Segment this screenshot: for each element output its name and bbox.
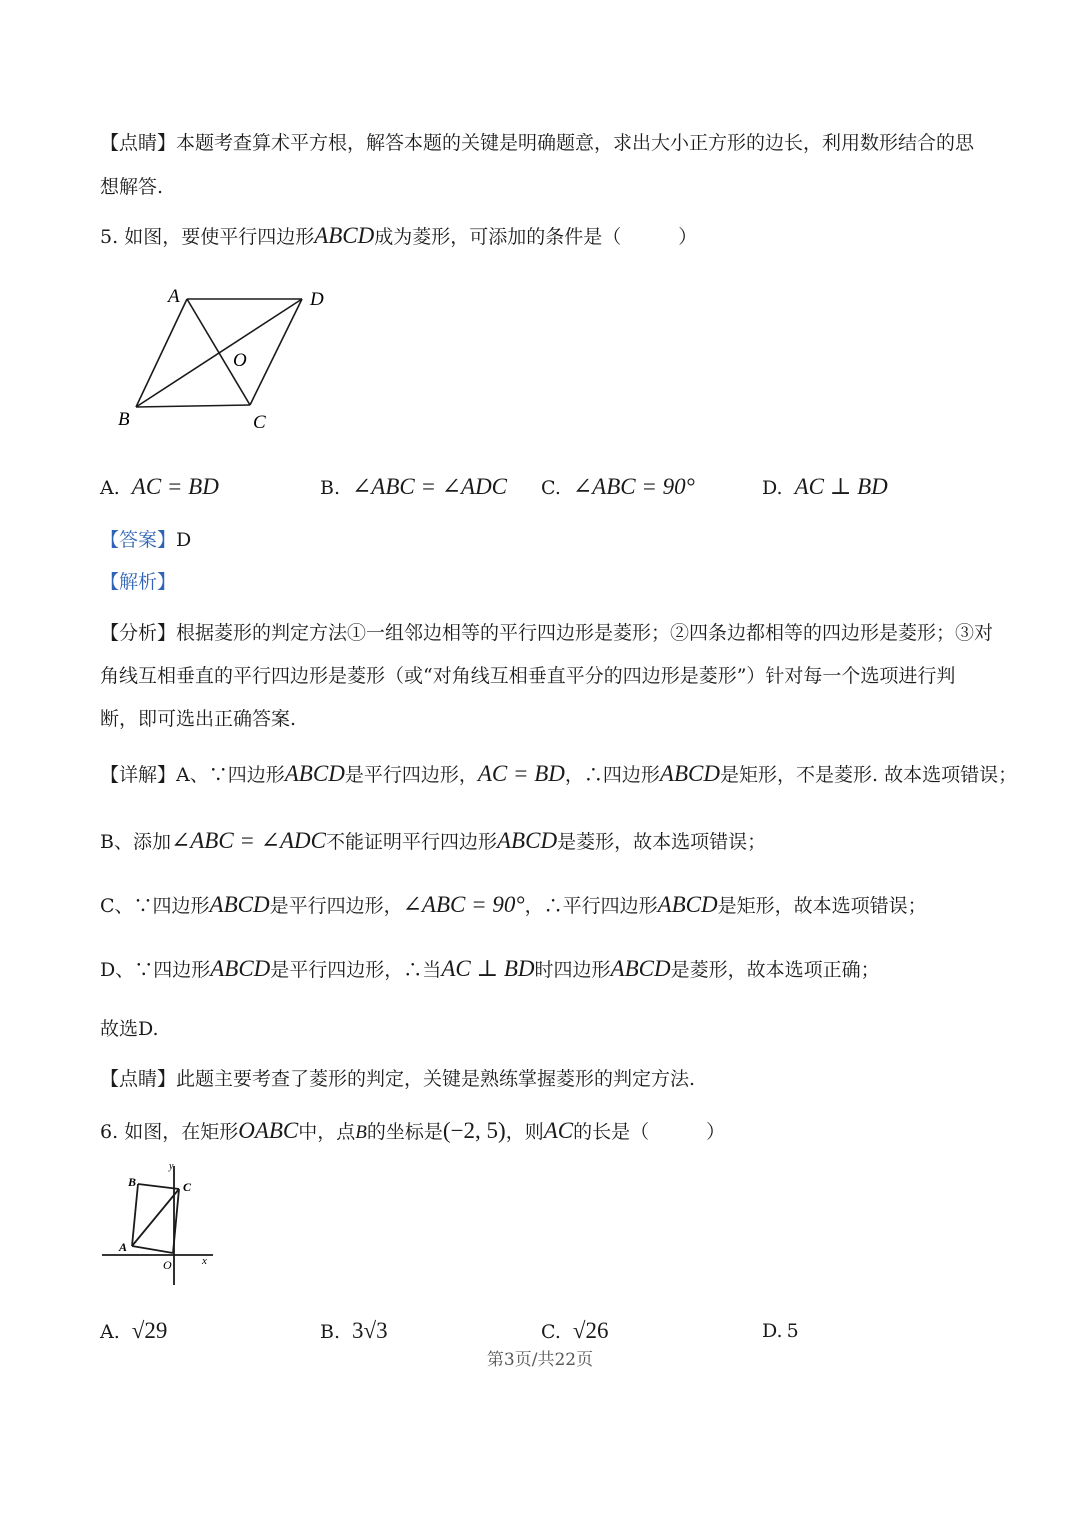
diagonal-AC (132, 1189, 179, 1246)
option-a-expr: AC = BD (131, 474, 219, 499)
detail-c-text-1: C、∵四边形 (100, 895, 210, 917)
option-b-label: B. (320, 477, 341, 499)
q6-option-d-value: 5 (786, 1320, 799, 1342)
q6-option-c-label: C. (541, 1321, 561, 1343)
detail-d-text-1: D、∵四边形 (100, 959, 211, 981)
detail-c-math-1: ABCD (209, 892, 270, 917)
detail-c-text-2: 是平行四边形， (269, 895, 403, 917)
q6-option-b-label: B. (320, 1321, 341, 1343)
detail-a-math-1: ABCD (284, 761, 345, 786)
coefficient: 3 (352, 1318, 364, 1343)
question-text-suffix: 成为菱形，可添加的条件是（ ） (374, 226, 698, 248)
detail-c-text-3: ，∴平行四边形 (524, 895, 658, 917)
dianjing-q5-text: 此题主要考查了菱形的判定，关键是熟练掌握菱形的判定方法. (176, 1068, 696, 1090)
q6-text-1: 如图，在矩形 (124, 1121, 239, 1143)
label-C: C (183, 1180, 192, 1194)
label-B: B (128, 1175, 137, 1189)
detail-a (100, 760, 1017, 787)
detail-d (100, 955, 880, 982)
detail-b-text-3: 是菱形，故本选项错误； (557, 831, 767, 853)
detail-d-math-1: ABCD (210, 956, 271, 981)
label-B: B (118, 409, 130, 430)
q6-text-3: 的坐标是 (366, 1121, 443, 1143)
math-shape: ABCD (314, 223, 375, 248)
dianjing-label: 【点睛】 (100, 132, 177, 154)
rectangle-coordinate-figure (98, 1160, 223, 1290)
question-5-stem (100, 222, 697, 249)
parallelogram-figure (100, 280, 360, 440)
option-d-label: D. (762, 477, 783, 499)
detail-a-text-1: A、∵四边形 (176, 764, 285, 786)
detail-c-math-3: ABCD (657, 892, 718, 917)
fenxi-label: 【分析】 (100, 622, 177, 644)
label-A: A (119, 1240, 128, 1254)
q6-option-a[interactable] (100, 1318, 167, 1344)
detail-b-text-2: 不能证明平行四边形 (325, 831, 497, 853)
label-y: y (169, 1161, 174, 1172)
option-a-label: A. (100, 477, 120, 499)
analysis-label: 【解析】 (100, 571, 177, 593)
option-a[interactable] (100, 474, 219, 500)
question-6-stem (100, 1117, 725, 1144)
edge-AB (132, 1184, 138, 1246)
dianjing-text: 本题考查算术平方根，解答本题的关键是明确题意，求出大小正方形的边长，利用数形结合的思 (176, 132, 975, 154)
q6-text-5: 的长是（ ） (573, 1121, 726, 1143)
conclusion: 故选D. (100, 1018, 159, 1040)
dianjing-text-line2: 想解答. (100, 176, 164, 198)
q6-option-a-expr: √29 (131, 1318, 168, 1343)
fenxi-text-line2: 角线互相垂直的平行四边形是菱形（或“对角线互相垂直平分的四边形是菱形”）针对每一个选项进行判 (100, 665, 956, 687)
option-b-expr: ∠ABC = ∠ADC (352, 474, 508, 499)
question-text: 如图，要使平行四边形 (124, 226, 315, 248)
question-number: 5. (100, 226, 119, 248)
detail-b-math-1: ∠ABC = ∠ADC (170, 828, 326, 853)
option-c-expr: ∠ABC = 90° (572, 474, 695, 499)
detail-d-math-3: ABCD (610, 956, 671, 981)
q6-math-1: OABC (238, 1118, 299, 1143)
edge-DC (250, 299, 302, 405)
q6-option-c-expr: √26 (572, 1318, 609, 1343)
label-O: O (233, 350, 247, 371)
dianjing-paragraph (100, 128, 974, 155)
q6-math-2: B (355, 1122, 367, 1143)
edge-CB (136, 405, 250, 407)
detail-a-math-2: AC = BD (477, 761, 565, 786)
label-x: x (202, 1255, 207, 1267)
detail-d-text-4: 是菱形，故本选项正确； (670, 959, 880, 981)
detail-a-math-3: ABCD (659, 761, 720, 786)
radicand: 26 (585, 1318, 609, 1343)
detail-d-math-2: AC ⊥ BD (441, 956, 535, 981)
detail-d-text-3: 时四边形 (534, 959, 611, 981)
detail-b (100, 827, 766, 854)
radicand: 3 (376, 1318, 388, 1343)
fenxi-text-line3: 断，即可选出正确答案. (100, 708, 297, 730)
label-O: O (163, 1258, 172, 1272)
edge-OA (132, 1246, 173, 1253)
answer-line (100, 525, 191, 552)
q6-option-b[interactable] (320, 1318, 388, 1344)
detail-b-text-1: B、添加 (100, 831, 171, 853)
option-d[interactable] (762, 474, 888, 500)
detail-a-text-3: ，∴四边形 (564, 764, 660, 786)
q6-math-4: AC (543, 1118, 574, 1143)
label-A: A (168, 286, 180, 307)
edge-BC (138, 1184, 179, 1189)
detail-d-text-2: 是平行四边形，∴当 (270, 959, 442, 981)
dianjing-q5 (100, 1064, 695, 1091)
q6-text-4: ，则 (505, 1121, 544, 1143)
fenxi-text: 根据菱形的判定方法①一组邻边相等的平行四边形是菱形；②四条边都相等的四边形是菱形；③对 (176, 622, 994, 644)
detail-c-math-2: ∠ABC = 90° (402, 892, 525, 917)
radicand: 29 (144, 1318, 168, 1343)
detail-c (100, 891, 927, 918)
detail-b-math-2: ABCD (497, 828, 558, 853)
page-footer: 第3页/共22页 (486, 1350, 594, 1370)
label-D: D (310, 289, 324, 310)
option-c-label: C. (541, 477, 561, 499)
dianjing-q5-label: 【点睛】 (100, 1068, 177, 1090)
q6-option-c[interactable] (541, 1318, 609, 1344)
detail-c-text-4: 是矩形，故本选项错误； (717, 895, 927, 917)
fenxi-paragraph (100, 618, 993, 645)
option-d-expr: AC ⊥ BD (794, 474, 888, 499)
detail-a-text-4: 是矩形，不是菱形. 故本选项错误； (719, 764, 1018, 786)
q6-option-b-expr: 3√3 (352, 1318, 388, 1343)
label-C: C (253, 412, 266, 433)
question-number: 6. (100, 1121, 119, 1143)
q6-option-a-label: A. (100, 1321, 120, 1343)
q6-text-2: 中，点 (298, 1121, 356, 1143)
q6-option-d-label: D. (762, 1320, 783, 1342)
option-c[interactable] (541, 474, 695, 500)
q6-option-d[interactable] (762, 1320, 799, 1342)
xiangjie-label: 【详解】 (100, 764, 177, 786)
answer-label: 【答案】 (100, 529, 177, 551)
option-b[interactable] (320, 474, 507, 500)
answer-value: D (176, 529, 192, 551)
q6-math-3: (−2, 5) (442, 1118, 506, 1143)
detail-a-text-2: 是平行四边形， (344, 764, 478, 786)
